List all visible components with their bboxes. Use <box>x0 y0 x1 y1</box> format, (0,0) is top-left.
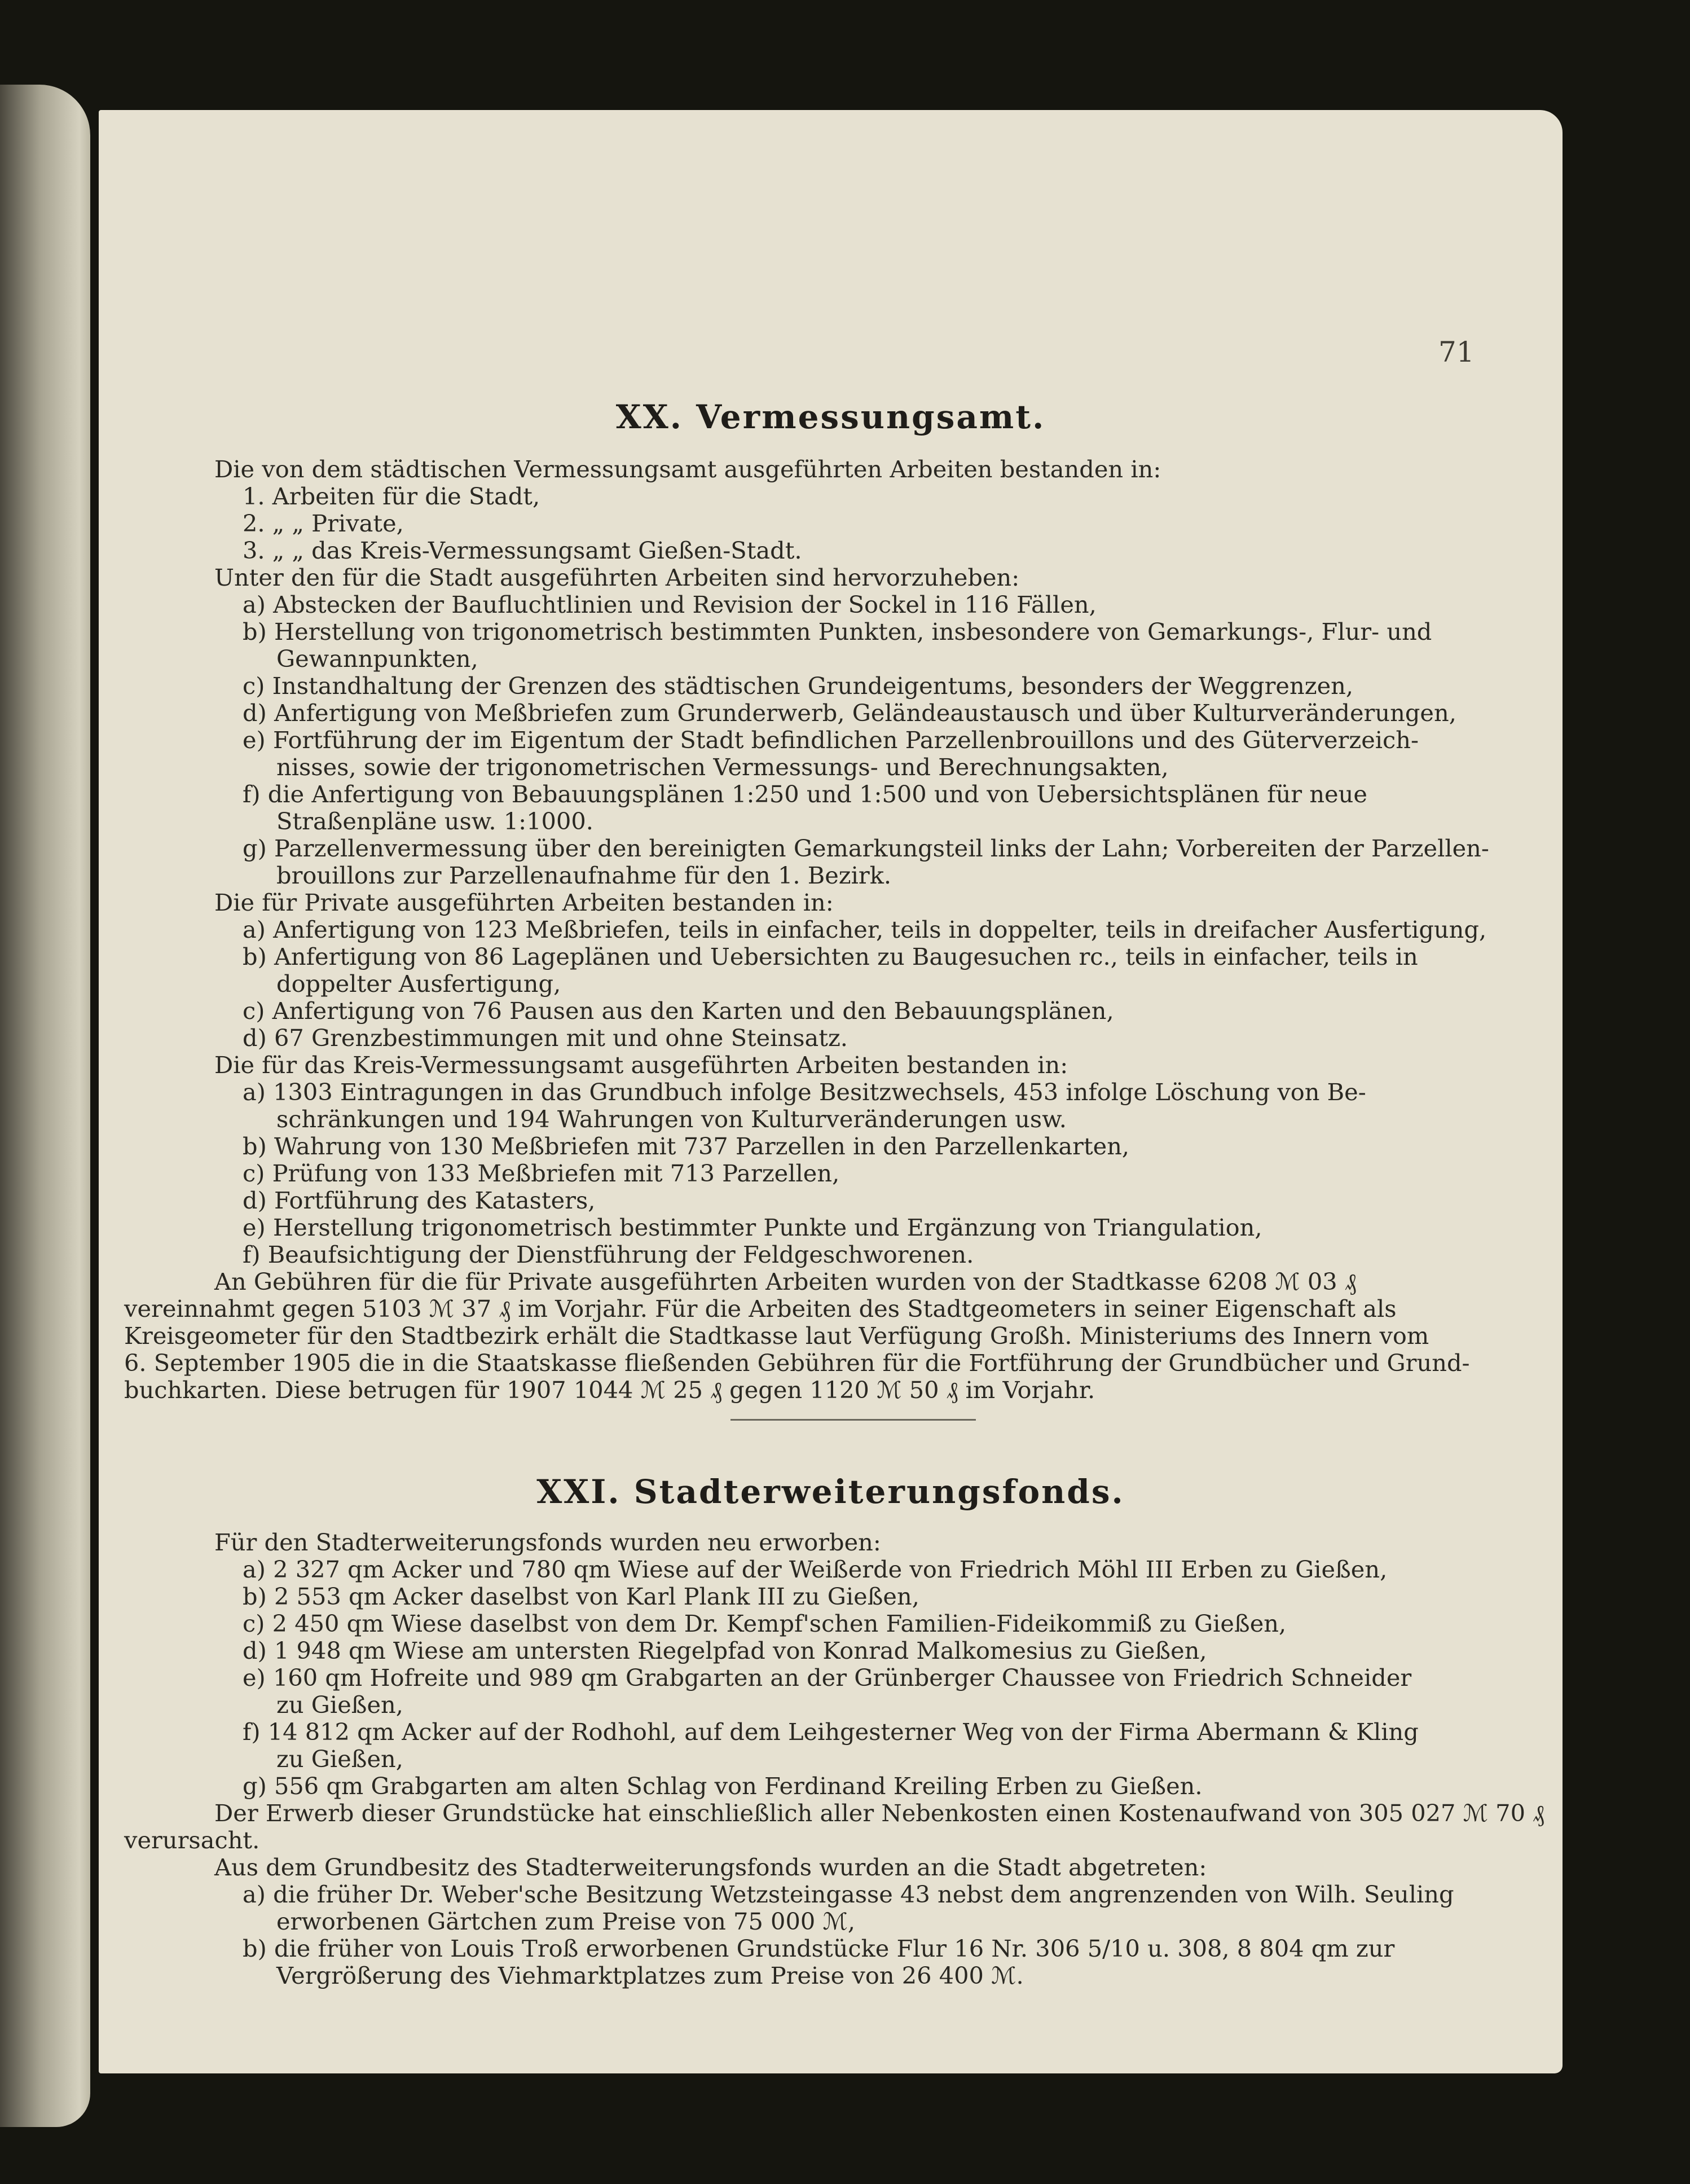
text-line: zu Gießen, <box>276 1745 403 1773</box>
page-number: 71 <box>1438 336 1475 368</box>
text-line: b) Wahrung von 130 Meßbriefen mit 737 Parzellen in den Parzellenkarten, <box>243 1132 1130 1160</box>
text-line: Unter den für die Stadt ausgeführten Arbeiten sind hervorzuheben: <box>214 564 1020 591</box>
text-line: Für den Stadterweiterungsfonds wurden neu erworben: <box>214 1528 881 1556</box>
text-line: brouillons zur Parzellenaufnahme für den 1. Bezirk. <box>276 862 892 889</box>
text-line: d) Anfertigung von Meßbriefen zum Grunderwerb, Geländeaustausch und über Kulturveränderungen, <box>243 699 1456 727</box>
text-line: schränkungen und 194 Wahrungen von Kulturveränderungen usw. <box>276 1105 1067 1133</box>
text-line: doppelter Ausfertigung, <box>276 970 561 997</box>
text-line: e) Fortführung der im Eigentum der Stadt befindlichen Parzellenbrouillons und des Güterverzeich- <box>243 726 1419 754</box>
text-line: f) Beaufsichtigung der Dienstführung der Feldgeschworenen. <box>243 1241 974 1268</box>
text-line: c) Anfertigung von 76 Pausen aus den Karten und den Bebauungsplänen, <box>243 997 1114 1025</box>
text-line: erworbenen Gärtchen zum Preise von 75 000 ℳ, <box>276 1908 856 1935</box>
text-line: zu Gießen, <box>276 1691 403 1719</box>
text-line: f) die Anfertigung von Bebauungsplänen 1:250 und 1:500 und von Uebersichtsplänen für neue <box>243 780 1367 808</box>
text-line: Gewannpunkten, <box>276 645 478 673</box>
text-line: e) Herstellung trigonometrisch bestimmter Punkte und Ergänzung von Triangulation, <box>243 1214 1262 1241</box>
text-line: b) Anfertigung von 86 Lageplänen und Uebersichten zu Baugesuchen rc., teils in einfacher, teils in <box>243 943 1418 970</box>
text-line: a) die früher Dr. Weber'sche Besitzung Wetzsteingasse 43 nebst dem angrenzenden von Wilh. Seuling <box>243 1880 1454 1908</box>
document-page <box>99 110 1563 2073</box>
text-line: 1. Arbeiten für die Stadt, <box>243 482 540 510</box>
left-page-edge <box>0 85 90 2127</box>
text-line: Der Erwerb dieser Grundstücke hat einschließlich aller Nebenkosten einen Kostenaufwand von 305 027 ℳ 70 ₰ <box>214 1799 1544 1827</box>
text-line: b) 2 553 qm Acker daselbst von Karl Plank III zu Gießen, <box>243 1583 919 1610</box>
text-line: c) 2 450 qm Wiese daselbst von dem Dr. Kempf'schen Familien-Fideikommiß zu Gießen, <box>243 1610 1287 1637</box>
text-line: a) Abstecken der Baufluchtlinien und Revision der Sockel in 116 Fällen, <box>243 591 1097 618</box>
section-xx-title: XX. Vermessungsamt. <box>615 398 1046 436</box>
text-line: 2. „ „ Private, <box>243 509 404 537</box>
text-line: f) 14 812 qm Acker auf der Rodhohl, auf dem Leihgesterner Weg von der Firma Abermann & Kling <box>243 1718 1419 1746</box>
text-line: d) 1 948 qm Wiese am untersten Riegelpfad von Konrad Malkomesius zu Gießen, <box>243 1637 1207 1664</box>
text-line: Straßenpläne usw. 1:1000. <box>276 807 593 835</box>
text-line: d) 67 Grenzbestimmungen mit und ohne Steinsatz. <box>243 1024 848 1052</box>
text-line: Die für Private ausgeführten Arbeiten bestanden in: <box>214 889 834 916</box>
text-line: a) Anfertigung von 123 Meßbriefen, teils in einfacher, teils in doppelter, teils in dreifacher Ausfertigung, <box>243 916 1487 943</box>
text-line: b) Herstellung von trigonometrisch bestimmten Punkten, insbesondere von Gemarkungs-, Flur- und <box>243 618 1432 645</box>
text-line: d) Fortführung des Katasters, <box>243 1187 596 1214</box>
section-divider <box>730 1419 976 1421</box>
text-line: buchkarten. Diese betrugen für 1907 1044 ℳ 25 ₰ gegen 1120 ℳ 50 ₰ im Vorjahr. <box>124 1376 1095 1404</box>
text-line: c) Prüfung von 133 Meßbriefen mit 713 Parzellen, <box>243 1159 840 1187</box>
text-line: verursacht. <box>124 1826 260 1854</box>
text-line: c) Instandhaltung der Grenzen des städtischen Grundeigentums, besonders der Weggrenzen, <box>243 672 1354 700</box>
text-line: Vergrößerung des Viehmarktplatzes zum Preise von 26 400 ℳ. <box>276 1962 1024 1989</box>
text-line: a) 2 327 qm Acker und 780 qm Wiese auf der Weißerde von Friedrich Möhl III Erben zu Gießen, <box>243 1555 1388 1583</box>
text-line: nisses, sowie der trigonometrischen Vermessungs- und Berechnungsakten, <box>276 753 1169 781</box>
text-line: e) 160 qm Hofreite und 989 qm Grabgarten an der Grünberger Chaussee von Friedrich Schneider <box>243 1664 1412 1691</box>
text-line: b) die früher von Louis Troß erworbenen Grundstücke Flur 16 Nr. 306 5/10 u. 308, 8 804 qm zur <box>243 1935 1395 1962</box>
text-line: 3. „ „ das Kreis-Vermessungsamt Gießen-Stadt. <box>243 537 802 564</box>
section-xxi-title: XXI. Stadterweiterungsfonds. <box>536 1473 1125 1511</box>
text-line: An Gebühren für die für Private ausgeführten Arbeiten wurden von der Stadtkasse 6208 ℳ 03 ₰ <box>214 1268 1357 1295</box>
text-line: g) Parzellenvermessung über den bereinigten Gemarkungsteil links der Lahn; Vorbereiten der Parzellen- <box>243 834 1489 862</box>
text-line: Die von dem städtischen Vermessungsamt ausgeführten Arbeiten bestanden in: <box>214 455 1161 483</box>
text-line: g) 556 qm Grabgarten am alten Schlag von Ferdinand Kreiling Erben zu Gießen. <box>243 1772 1203 1800</box>
text-line: 6. September 1905 die in die Staatskasse fließenden Gebühren für die Fortführung der Grundbücher und Grund- <box>124 1349 1470 1377</box>
text-line: Kreisgeometer für den Stadtbezirk erhält die Stadtkasse laut Verfügung Großh. Ministeriums des Innern vom <box>124 1322 1429 1350</box>
text-line: vereinnahmt gegen 5103 ℳ 37 ₰ im Vorjahr. Für die Arbeiten des Stadtgeometers in seiner Eigenschaft als <box>124 1295 1397 1322</box>
text-line: Die für das Kreis-Vermessungsamt ausgeführten Arbeiten bestanden in: <box>214 1051 1068 1079</box>
text-line: Aus dem Grundbesitz des Stadterweiterungsfonds wurden an die Stadt abgetreten: <box>214 1853 1207 1881</box>
text-line: a) 1303 Eintragungen in das Grundbuch infolge Besitzwechsels, 453 infolge Löschung von Be- <box>243 1078 1366 1106</box>
